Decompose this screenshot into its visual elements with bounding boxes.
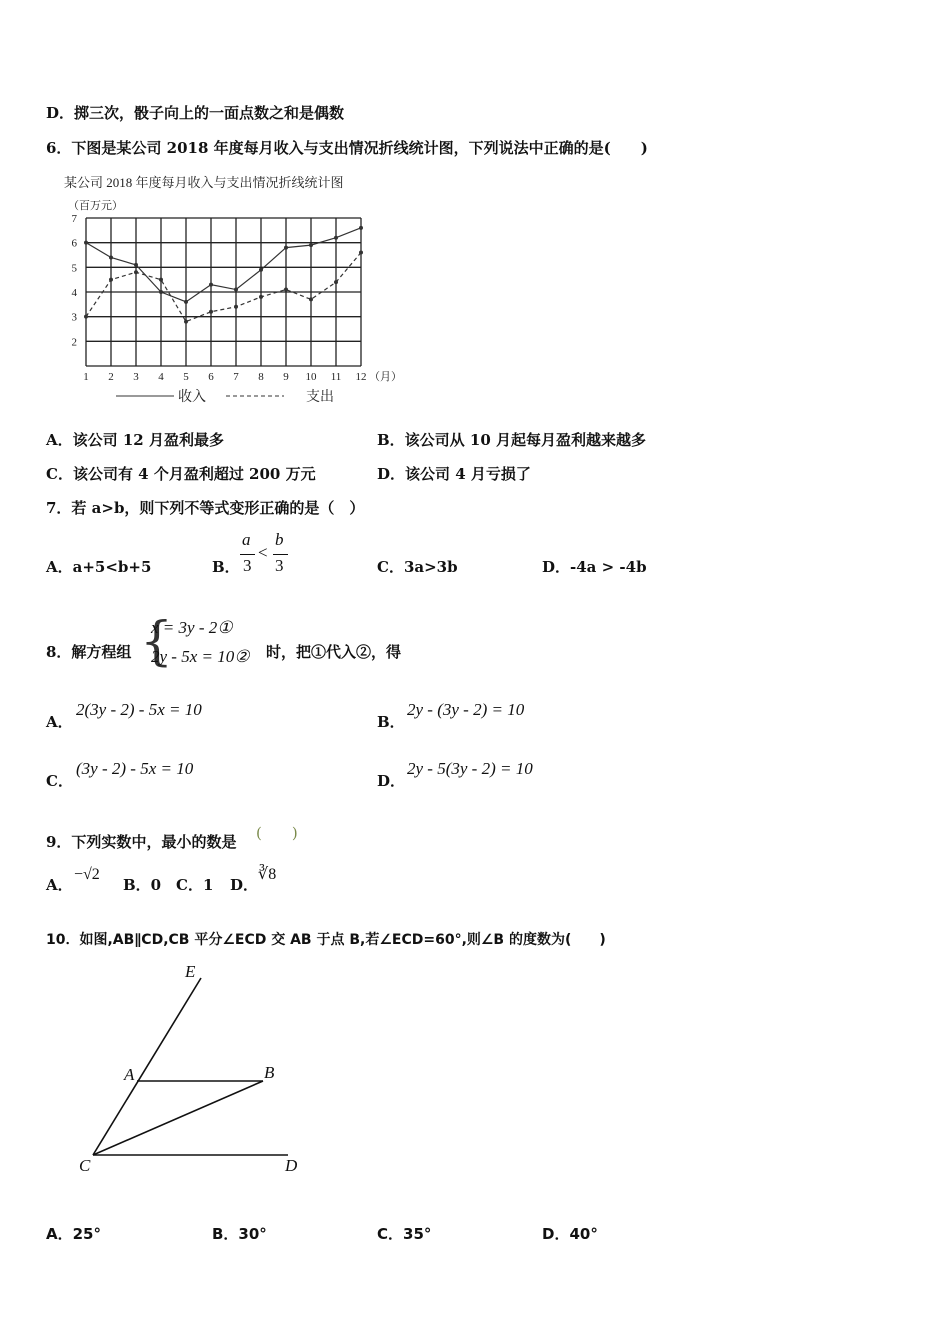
point-支出-5 (184, 320, 188, 324)
frac-b-numerator: b (275, 530, 284, 549)
q8-stem-end: 时，把①代入②，得 (266, 643, 402, 661)
chart-y-ticks (72, 213, 78, 348)
point-收入-5 (184, 300, 188, 304)
point-支出-10 (309, 297, 313, 301)
q8-equation-1: x = 3y - 2① (151, 618, 233, 637)
q5-option-d: D．掷三次，骰子向上的一面点数之和是偶数 (46, 104, 345, 122)
q9-option-d-label: D． (230, 876, 259, 894)
point-支出-8 (259, 295, 263, 299)
q6-option-a: A．该公司 12 月盈利最多 (46, 431, 224, 449)
line-cb (93, 1081, 263, 1155)
q9-option-a: −√2 (74, 866, 100, 883)
legend-expense-label: 支出 (306, 390, 334, 405)
x-tick-6: 6 (208, 371, 214, 383)
y-tick-2: 2 (71, 336, 77, 349)
q8-option-a: 2(3y - 2) - 5x = 10 (76, 700, 202, 719)
q9-option-d: ∛8 (258, 866, 277, 883)
q6-option-c: C．该公司有 4 个月盈利超过 200 万元 (46, 465, 316, 483)
y-tick-4: 4 (71, 287, 77, 299)
frac-a-denominator: 3 (243, 556, 252, 575)
point-收入-11 (334, 236, 338, 240)
q9-option-c: C．1 (176, 876, 214, 894)
chart-grid (86, 218, 361, 366)
line-ce (93, 978, 201, 1155)
point-收入-12 (359, 226, 363, 230)
x-tick-1: 1 (83, 371, 89, 383)
label-c: C (79, 1156, 91, 1175)
x-tick-10: 10 (305, 371, 317, 383)
point-支出-3 (134, 270, 138, 274)
x-tick-12: 12 (355, 371, 367, 383)
chart-title: 某公司 2018 年度每月收入与支出情况折线统计图 (64, 175, 344, 190)
q6-stem: 6．下图是某公司 2018 年度每月收入与支出情况折线统计图，下列说法中正确的是( ) (46, 139, 648, 157)
q10-option-d: D．40° (542, 1225, 598, 1243)
x-tick-5: 5 (183, 371, 189, 383)
q7-option-c: C．3a>3b (377, 558, 458, 576)
frac-a-numerator: a (242, 530, 251, 549)
x-tick-2: 2 (108, 371, 114, 383)
chart-x-ticks (83, 371, 366, 383)
point-收入-4 (159, 290, 163, 294)
q10-option-a: A．25° (46, 1225, 101, 1243)
x-tick-9: 9 (283, 371, 289, 383)
point-支出-4 (159, 278, 163, 282)
q8-option-d-label: D． (377, 772, 406, 790)
point-支出-9 (284, 288, 288, 292)
label-d: D (285, 1156, 298, 1175)
point-支出-7 (234, 305, 238, 309)
q9-option-b: B．0 (123, 876, 162, 894)
q6-option-d: D．该公司 4 月亏损了 (377, 465, 531, 483)
q8-system-brace: { (140, 612, 174, 672)
label-e: E (185, 962, 196, 981)
label-a: A (124, 1065, 135, 1084)
q10-option-b: B．30° (212, 1225, 267, 1243)
legend-income-label: 收入 (178, 390, 206, 405)
frac-a-bar (240, 554, 255, 555)
q8-option-b-label: B． (377, 713, 405, 731)
label-b: B (264, 1063, 275, 1082)
x-tick-4: 4 (158, 371, 164, 383)
q8-stem-start: 8．解方程组 (46, 643, 132, 661)
q8-option-b: 2y - (3y - 2) = 10 (407, 700, 525, 719)
point-支出-2 (109, 278, 113, 282)
x-tick-11: 11 (330, 371, 342, 383)
q10-option-c: C．35° (377, 1225, 432, 1243)
y-tick-3: 3 (71, 311, 77, 324)
x-tick-8: 8 (258, 371, 264, 383)
q8-option-a-label: A． (46, 713, 73, 731)
q7-option-b-label: B． (212, 558, 240, 576)
y-tick-5: 5 (71, 262, 77, 275)
point-支出-1 (84, 315, 88, 319)
q6-line-chart (56, 168, 416, 408)
x-tick-7: 7 (233, 371, 239, 383)
point-收入-3 (134, 263, 138, 267)
chart-ylabel: （百万元） (68, 200, 123, 212)
q6-option-b: B．该公司从 10 月起每月盈利越来越多 (377, 431, 646, 449)
frac-b-denominator: 3 (275, 556, 284, 575)
q8-option-d: 2y - 5(3y - 2) = 10 (407, 759, 533, 778)
x-tick-3: 3 (133, 371, 139, 383)
point-收入-1 (84, 241, 88, 245)
point-收入-10 (309, 243, 313, 247)
point-收入-6 (209, 283, 213, 287)
q8-option-c-label: C． (46, 772, 73, 790)
frac-b-bar (273, 554, 288, 555)
q8-option-c: (3y - 2) - 5x = 10 (76, 759, 194, 778)
q10-stem: 10．如图,AB∥CD,CB 平分∠ECD 交 AB 于点 B,若∠ECD=60°,则∠B 的度数为( ) (46, 932, 606, 948)
q9-answer-paren: ( ) (256, 824, 298, 842)
y-tick-7: 7 (71, 213, 77, 225)
point-支出-6 (209, 310, 213, 314)
q7-stem: 7．若 a>b，则下列不等式变形正确的是（ ） (46, 499, 365, 517)
point-支出-12 (359, 251, 363, 255)
q8-equation-2: 2y - 5x = 10② (151, 647, 250, 666)
point-收入-2 (109, 255, 113, 259)
point-支出-11 (334, 280, 338, 284)
series-line-收入 (86, 228, 361, 302)
q7-option-a: A．a+5<b+5 (46, 558, 152, 576)
chart-series (84, 226, 363, 324)
chart-legend (116, 388, 334, 405)
y-tick-6: 6 (71, 237, 77, 250)
q10-geometry-figure (70, 960, 320, 1182)
q9-stem: 9．下列实数中，最小的数是 (46, 833, 237, 851)
q7-option-d: D．-4a > -4b (542, 558, 647, 576)
less-than-sign: < (258, 543, 268, 562)
point-收入-7 (234, 288, 238, 292)
chart-xlabel: （月） (369, 371, 402, 383)
q9-option-a-label: A． (46, 876, 73, 894)
point-收入-9 (284, 246, 288, 250)
point-收入-8 (259, 268, 263, 272)
